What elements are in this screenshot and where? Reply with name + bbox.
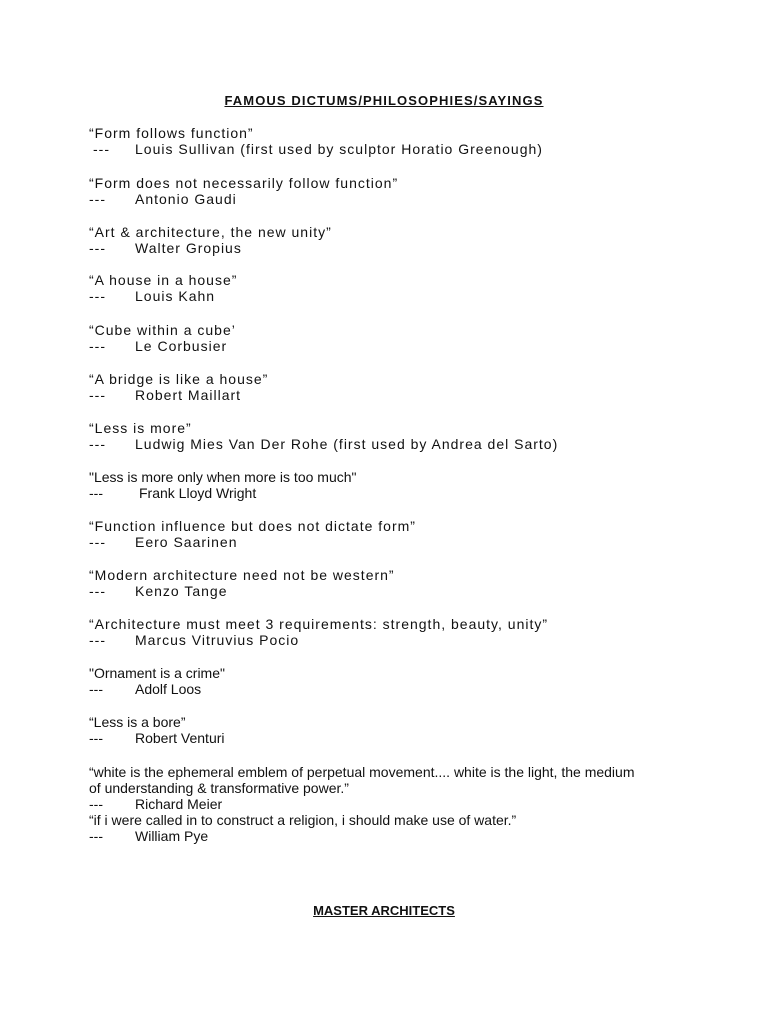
quote-entry — [89, 616, 729, 648]
quote-text: “Art & architecture, the new unity” — [89, 224, 332, 240]
quote-author: Louis Kahn — [135, 288, 216, 304]
dash-separator: --- — [89, 436, 106, 452]
dash-separator: --- — [89, 485, 103, 501]
quote-author: Louis Sullivan (first used by sculptor Horatio Greenough) — [135, 141, 543, 157]
dash-separator: --- — [89, 338, 106, 354]
attribution-line — [89, 681, 729, 697]
quote-entry — [89, 665, 729, 697]
attribution-line — [89, 632, 729, 648]
quote-author: William Pye — [135, 828, 209, 844]
quote-entry — [89, 812, 729, 844]
quote-entry — [89, 567, 729, 599]
dash-separator: --- — [89, 796, 103, 812]
quote-entry — [89, 224, 729, 256]
quote-text: “Cube within a cube’ — [89, 322, 236, 338]
attribution-line — [89, 436, 729, 452]
quote-entry — [89, 322, 729, 354]
quote-entry — [89, 371, 729, 403]
attribution-line — [89, 534, 729, 550]
quote-author: Walter Gropius — [135, 240, 242, 256]
dash-separator: --- — [89, 387, 106, 403]
attribution-line — [89, 796, 649, 812]
quote-author: Ludwig Mies Van Der Rohe (first used by Andrea del Sarto) — [135, 436, 559, 452]
quote-author: Le Corbusier — [135, 338, 228, 354]
quote-text: “Function influence but does not dictate form” — [89, 518, 416, 534]
dash-separator: --- — [89, 534, 106, 550]
quote-entry — [89, 272, 729, 304]
quote-text: "Less is more only when more is too much" — [89, 469, 357, 485]
quote-entry — [89, 125, 729, 157]
quote-text: “Less is more” — [89, 420, 192, 436]
attribution-line — [89, 828, 729, 844]
quote-author: Robert Venturi — [135, 730, 225, 746]
section-heading: MASTER ARCHITECTS — [313, 903, 455, 918]
attribution-line — [89, 730, 729, 746]
attribution-line — [89, 485, 729, 501]
quote-text: “Architecture must meet 3 requirements: strength, beauty, unity” — [89, 616, 549, 632]
quote-text: "Ornament is a crime" — [89, 665, 225, 681]
page-title: FAMOUS DICTUMS/PHILOSOPHIES/SAYINGS — [224, 93, 544, 108]
quote-text: “Form follows function” — [89, 125, 254, 141]
attribution-line — [89, 338, 729, 354]
quote-entry — [89, 714, 729, 746]
quote-entry — [89, 420, 729, 452]
attribution-line — [89, 583, 729, 599]
quote-author: Adolf Loos — [135, 681, 202, 697]
quote-text: “Modern architecture need not be western” — [89, 567, 395, 583]
quote-author: Robert Maillart — [135, 387, 242, 403]
quote-text: “Less is a bore” — [89, 714, 186, 730]
attribution-line — [89, 141, 729, 157]
quote-text: “Form does not necessarily follow function” — [89, 175, 399, 191]
dash-separator: --- — [89, 681, 103, 697]
quote-author: Richard Meier — [135, 796, 223, 812]
quote-text: “if i were called in to construct a religion, i should make use of water.” — [89, 812, 517, 828]
attribution-line — [89, 387, 729, 403]
quote-entry — [89, 764, 649, 812]
dash-separator: --- — [89, 828, 103, 844]
attribution-line — [89, 288, 729, 304]
quote-entry — [89, 469, 729, 501]
quote-author: Marcus Vitruvius Pocio — [135, 632, 300, 648]
attribution-line — [89, 240, 729, 256]
quote-author: Kenzo Tange — [135, 583, 228, 599]
dash-separator: --- — [89, 240, 106, 256]
attribution-line — [89, 191, 729, 207]
dash-separator: --- — [89, 288, 106, 304]
quote-entry — [89, 175, 729, 207]
dash-separator: --- — [93, 141, 110, 157]
quote-author: Eero Saarinen — [135, 534, 238, 550]
quote-text: “white is the ephemeral emblem of perpetual movement.... white is the light, the medium of understanding & transformative power.” — [89, 764, 639, 796]
dash-separator: --- — [89, 583, 106, 599]
quote-entry — [89, 518, 729, 550]
quote-author: Frank Lloyd Wright — [139, 485, 257, 501]
dash-separator: --- — [89, 632, 106, 648]
quote-author: Antonio Gaudi — [135, 191, 237, 207]
quote-text: “A bridge is like a house” — [89, 371, 269, 387]
dash-separator: --- — [89, 191, 106, 207]
quote-text: “A house in a house” — [89, 272, 238, 288]
dash-separator: --- — [89, 730, 103, 746]
